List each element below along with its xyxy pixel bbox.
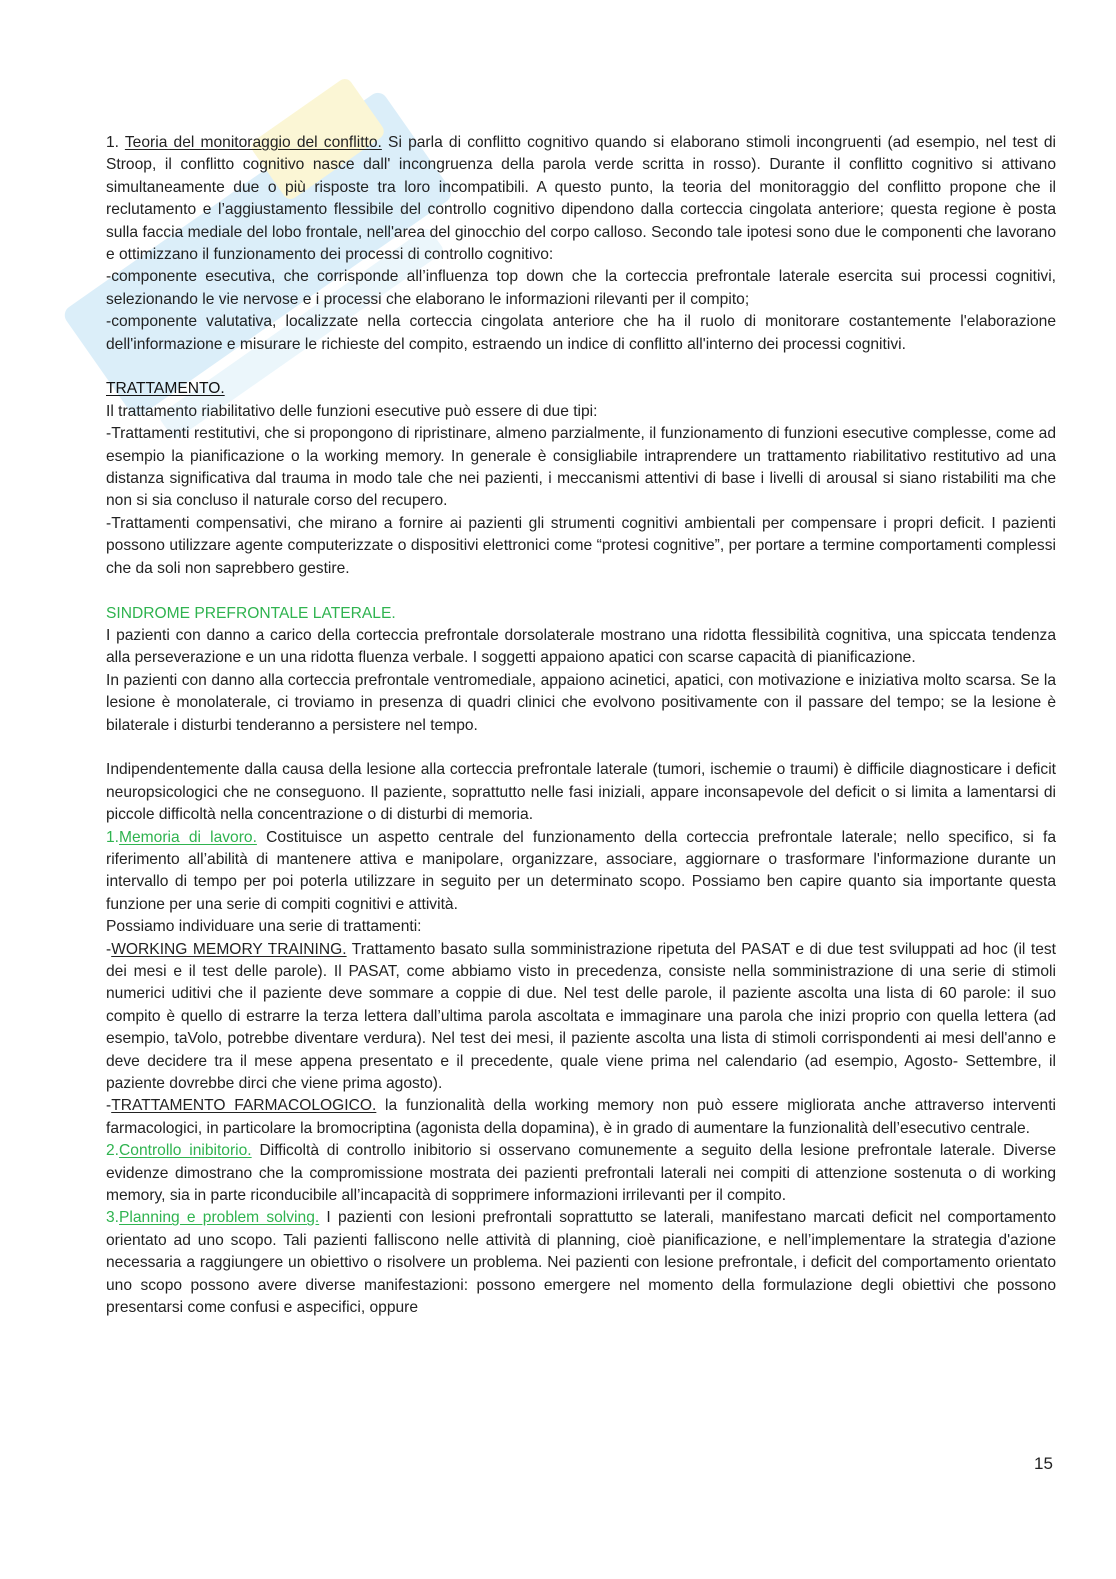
working-memory-title: Memoria di lavoro.: [119, 828, 257, 846]
planning-title: Planning e problem solving.: [119, 1209, 320, 1227]
document-body: [106, 132, 1056, 1319]
paragraph-conflict-theory: [106, 132, 1056, 266]
paragraph-text: Si parla di conflitto cognitivo quando si elaborano stimoli incongruenti (ad esempio, nel test di Stroop, il conflitto cognitivo nasce dall' incongruenza della parola verde scritta in rosso). Durante il conflitto cognitivo si attivano simultaneamente due o più risposte tra loro incompatibili. A questo punto, la teoria del monitoraggio del conflitto propone che il reclutamento e l’aggiustamento flessibile del controllo cognitivo dipendono dalla corteccia cingolata anteriore; questa regione è posta sulla faccia mediale del lobo frontale, nell'area del ginocchio del corpo calloso. Secondo tale ipotesi sono due le componenti che lavorano e ottimizzano il funzionamento dei processi di controllo cognitivo:: [106, 134, 1056, 264]
paragraph-dorsolateral: I pazienti con danno a carico della corteccia prefrontale dorsolaterale mostrano una ridotta flessibilità cognitiva, una spiccata tendenza alla perseverazione e un una ridotta fluenza verbale. I soggetti appaiono apatici con scarse capacità di pianificazione.: [106, 626, 1056, 667]
paragraph-executive-component: -componente esecutiva, che corrisponde all’influenza top down che la corteccia prefrontale laterale esercita sui processi cognitivi, selezionando le vie nervose e i processi che elaborano le informazioni rilevanti per il compito;: [106, 268, 1056, 308]
inhibitory-control-title: Controllo inibitorio.: [119, 1142, 252, 1160]
paragraph-pharmacological: [106, 1095, 1056, 1140]
paragraph-compensatory-treatment: -Trattamenti compensativi, che mirano a fornire ai pazienti gli strumenti cognitivi ambientali per compensare i propri deficit. I pazienti possono utilizzare agente computerizzate o dispositivi elettronici come “protesi cognitive”, per portare a termine comportamenti complessi che da soli non saprebbero gestire.: [106, 514, 1056, 577]
paragraph-text: Trattamento basato sulla somministrazione ripetuta del PASAT e di due test sviluppati ad hoc (il test dei mesi e il test delle parole). Il PASAT, come abbiamo visto in precedenza, consiste nella somministrazione di una serie di stimoli numerici uditivi che il paziente deve sommare a coppie di due. Nel test delle parole, il paziente ascolta una lista di 60 parole: il suo compito è quello di estrarre la terza lettera dall’ultima parola ascoltata e immaginare una parola che inizi proprio con quella lettera (ad esempio, taVolo, potrebbe diventare verdura). Nel test dei mesi, il paziente ascolta una lista di stimoli corrispondenti ai mesi dell'anno e deve decidere tra il mese appena presentato e il precedente, quale viene prima nel calendario (ad esempio, Agosto- Settembre, il paziente dovrebbe dirci che viene prima agosto).: [106, 940, 1056, 1093]
pharmacological-title: TRATTAMENTO FARMACOLOGICO.: [111, 1097, 377, 1115]
paragraph-treatment-intro: Il trattamento riabilitativo delle funzioni esecutive può essere di due tipi:: [106, 402, 598, 420]
conflict-theory-title: Teoria del monitoraggio del conflitto.: [124, 134, 382, 151]
heading-trattamento: TRATTAMENTO.: [106, 380, 225, 398]
paragraph-restorative-treatment: -Trattamenti restitutivi, che si propongono di ripristinare, almeno parzialmente, il funzionamento di funzioni esecutive complesse, come ad esempio la pianificazione o la working memory. In generale è consigliabile intraprendere un trattamento riabilitativo restitutivo ad una distanza significativa dal trauma in modo tale che nei pazienti, i meccanismi attentivi di base i livelli di arousal si siano ristabiliti ma che non si sia concluso il naturale corso del recupero.: [106, 425, 1056, 510]
wm-training-title: WORKING MEMORY TRAINING.: [111, 940, 347, 958]
paragraph-text: I pazienti con lesioni prefrontali soprattutto se laterali, manifestano marcati deficit nel comportamento orientato ad uno scopo. Tali pazienti falliscono nelle attività di planning, cioè pianificazione, e nell’implementare la strategia d'azione necessaria a raggiungere un obiettivo o risolvere un problema. Nei pazienti con lesione prefrontale, i deficit del comportamento orientato uno scopo possono avere diverse manifestazioni: possono emergere nel momento della formulazione degli obiettivi che possono presentarsi come confusi e aspecifici, oppure: [106, 1209, 1056, 1317]
paragraph-diagnosis: Indipendentemente dalla causa della lesione alla corteccia prefrontale laterale (tumori, ischemie o traumi) è difficile diagnosticare i deficit neuropsicologici che ne conseguono. Il paziente, soprattutto nelle fasi iniziali, appare inconsapevole del deficit o si limita a lamentarsi di piccole difficoltà nella concentrazione o di disturbi di memoria.: [106, 761, 1056, 824]
list-dash: -: [106, 1097, 112, 1115]
paragraph-text: Costituisce un aspetto centrale del funzionamento della corteccia prefrontale laterale; nello specifico, si fa riferimento all’abilità di mantenere attiva e manipolare, organizzare, associare, aggiornare o trasformare l'informazione durante un intervallo di tempo per poi poterla utilizzare in seguito per un determinato scopo. Possiamo ben capire quanto sia importante questa funzione per una serie di compiti cognitivi e attività.: [106, 828, 1056, 913]
item-number: 3.: [106, 1209, 120, 1227]
paragraph-text: la funzionalità della working memory non può essere migliorata anche attraverso interventi farmacologici, in particolare la bromocriptina (agonista della dopamina), è in grado di aumentare la funzionalità dell’esecutivo centrale.: [106, 1097, 1056, 1137]
paragraph-inhibitory-control: [106, 1140, 1056, 1207]
paragraph-planning: [106, 1207, 1056, 1319]
paragraph-treatments-list-intro: Possiamo individuare una serie di trattamenti:: [106, 918, 422, 936]
list-dash: -: [106, 940, 112, 958]
item-number: 2.: [106, 1142, 120, 1160]
page-number: 15: [1034, 1454, 1053, 1473]
paragraph-ventromedial: In pazienti con danno alla corteccia prefrontale ventromediale, appaiono acinetici, apatici, con motivazione e iniziativa molto scarsa. Se la lesione è monolaterale, ci troviamo in presenza di quadri clinici che evolvono positivamente con il passare del tempo; se la lesione è bilaterale i disturbi tenderanno a persistere nel tempo.: [106, 671, 1056, 734]
paragraph-evaluative-component: -componente valutativa, localizzate nella corteccia cingolata anteriore che ha il ruolo di monitorare costantemente l'elaborazione dell'informazione e misurare le richieste del compito, estraendo un indice di conflitto all'interno dei processi cognitivi.: [106, 313, 1056, 353]
item-number: 1.: [106, 134, 125, 151]
heading-sindrome-prefrontale: SINDROME PREFRONTALE LATERALE.: [106, 604, 396, 622]
item-number: 1.: [106, 828, 120, 846]
paragraph-working-memory: [106, 827, 1056, 917]
paragraph-text: Difficoltà di controllo inibitorio si osservano comunemente a seguito della lesione prefrontale laterale. Diverse evidenze dimostrano che la compromissione mostrata dei pazienti prefrontali laterali nei compiti di attenzione sostenuta o di working memory, sia in parte riconducibile all’incapacità di sopprimere informazioni irrilevanti per il compito.: [106, 1142, 1056, 1205]
paragraph-wm-training: [106, 939, 1056, 1096]
